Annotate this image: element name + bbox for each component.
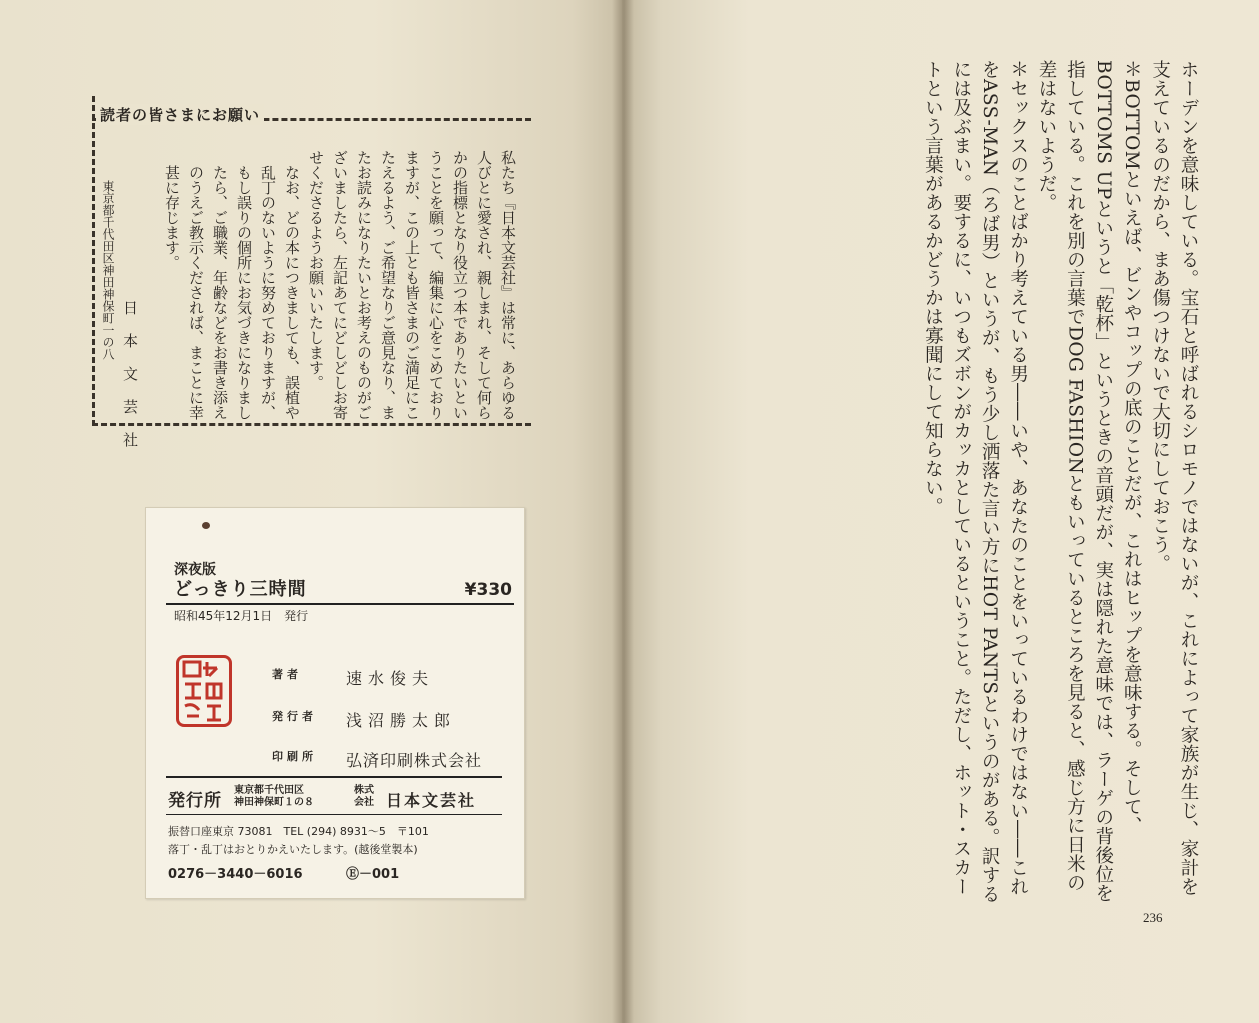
publisher-kind [354, 785, 374, 809]
book-title: どっきり三時間 [174, 579, 307, 600]
body-text [890, 60, 1202, 910]
account-line: 振替口座東京 73081 TEL (294) 8931～5 〒101 [168, 825, 429, 838]
body-paragraph: ＊セックスのことばかり考えている男――いや、あなたのことをいっているわけではない――これをASS-MAN（ろば男）というが、もう少し洒落た言い方にHOT PANTSというのがある。訳するには及ぶまい。要するに、いつもズボンがカッカとしているということ。ただし、ホット・スカートという言葉があるかどうかは寡聞にして知らない。 [922, 60, 1029, 904]
card-stain [202, 522, 210, 529]
publisher-address-line: 東京都千代田区 [234, 785, 304, 796]
page-number: 236 [1143, 910, 1163, 925]
publisher-name: 日本文芸社 [386, 791, 477, 810]
price: ¥330 [464, 580, 512, 600]
notice-title: 読者の皆さまにお願い [96, 104, 264, 125]
replacement-note: 落丁・乱丁はおとりかえいたします。(越後堂製本) [168, 843, 418, 856]
publisher-kind-line: 株式 [354, 785, 374, 796]
publisher-label: 発行所 [168, 791, 222, 811]
series-code: Ⓔ－001 [346, 867, 400, 882]
credit-role: 著者 [272, 668, 302, 681]
divider [166, 603, 514, 605]
body-paragraph: ＊BOTTOMといえば、ビンやコップの底のことだが、これはヒップを意味する。そして、BOTTOMS UPというと「乾杯」というときの音頭だが、実は隠れた意味では、ラーゲの背後位を指している。これを別の言葉でDOG FASHIONともいっているところを見ると、感じ方に日米の差はないようだ。 [1035, 60, 1143, 903]
edition-label: 深夜版 [174, 562, 216, 578]
notice-paragraph: 私たち『日本文芸社』は常に、あらゆる人びとに愛され、親しまれ、そして何らかの指標となり役立つ本でありたいということを願って、編集に心をこめておりますが、この上とも皆さまのご満足にこたえるよう、ご希望なりご意見なり、またお読みになりたいとお考えのものがございましたら、左記あてにどしどしお寄せくださるようお願いいたします。 [307, 150, 517, 420]
publication-date: 昭和45年12月1日 発行 [174, 609, 309, 623]
publisher-address-line: 神田神保町１の８ [234, 797, 314, 808]
divider [166, 776, 502, 778]
publisher-kind-line: 会社 [354, 797, 374, 808]
credit-name: 速水俊夫 [346, 669, 435, 688]
divider [166, 814, 502, 815]
publisher-seal-stamp [176, 655, 232, 727]
credit-role: 発行者 [272, 710, 317, 723]
notice-address: 東京都千代田区神田神保町一の八 [101, 180, 115, 360]
notice-paragraph: なお、どの本につきましても、誤植や乱丁のないように努めておりますが、もし誤りの個所にお気づきになりましたら、ご職業、年齢などをお書き添えのうえご教示くだされば、まことに幸甚に存じます。 [163, 165, 301, 420]
credit-role: 印刷所 [272, 750, 317, 763]
colophon-card [145, 507, 525, 899]
seal-glyph-icon [179, 658, 229, 724]
book-code: 0276－3440－6016 [168, 867, 303, 882]
body-paragraph: ホーデンを意味している。宝石と呼ばれるシロモノではないが、これによって家族が生じ、家計を支えているのだから、まあ傷つけないで大切にしておこう。 [1149, 60, 1199, 896]
credit-name: 弘済印刷株式会社 [346, 751, 483, 770]
notice-company: 日本文芸社 [121, 300, 139, 465]
credit-name: 浅沼勝太郎 [346, 711, 457, 730]
publisher-address [234, 785, 314, 809]
notice-body [140, 150, 520, 420]
book-gutter [612, 0, 634, 1023]
